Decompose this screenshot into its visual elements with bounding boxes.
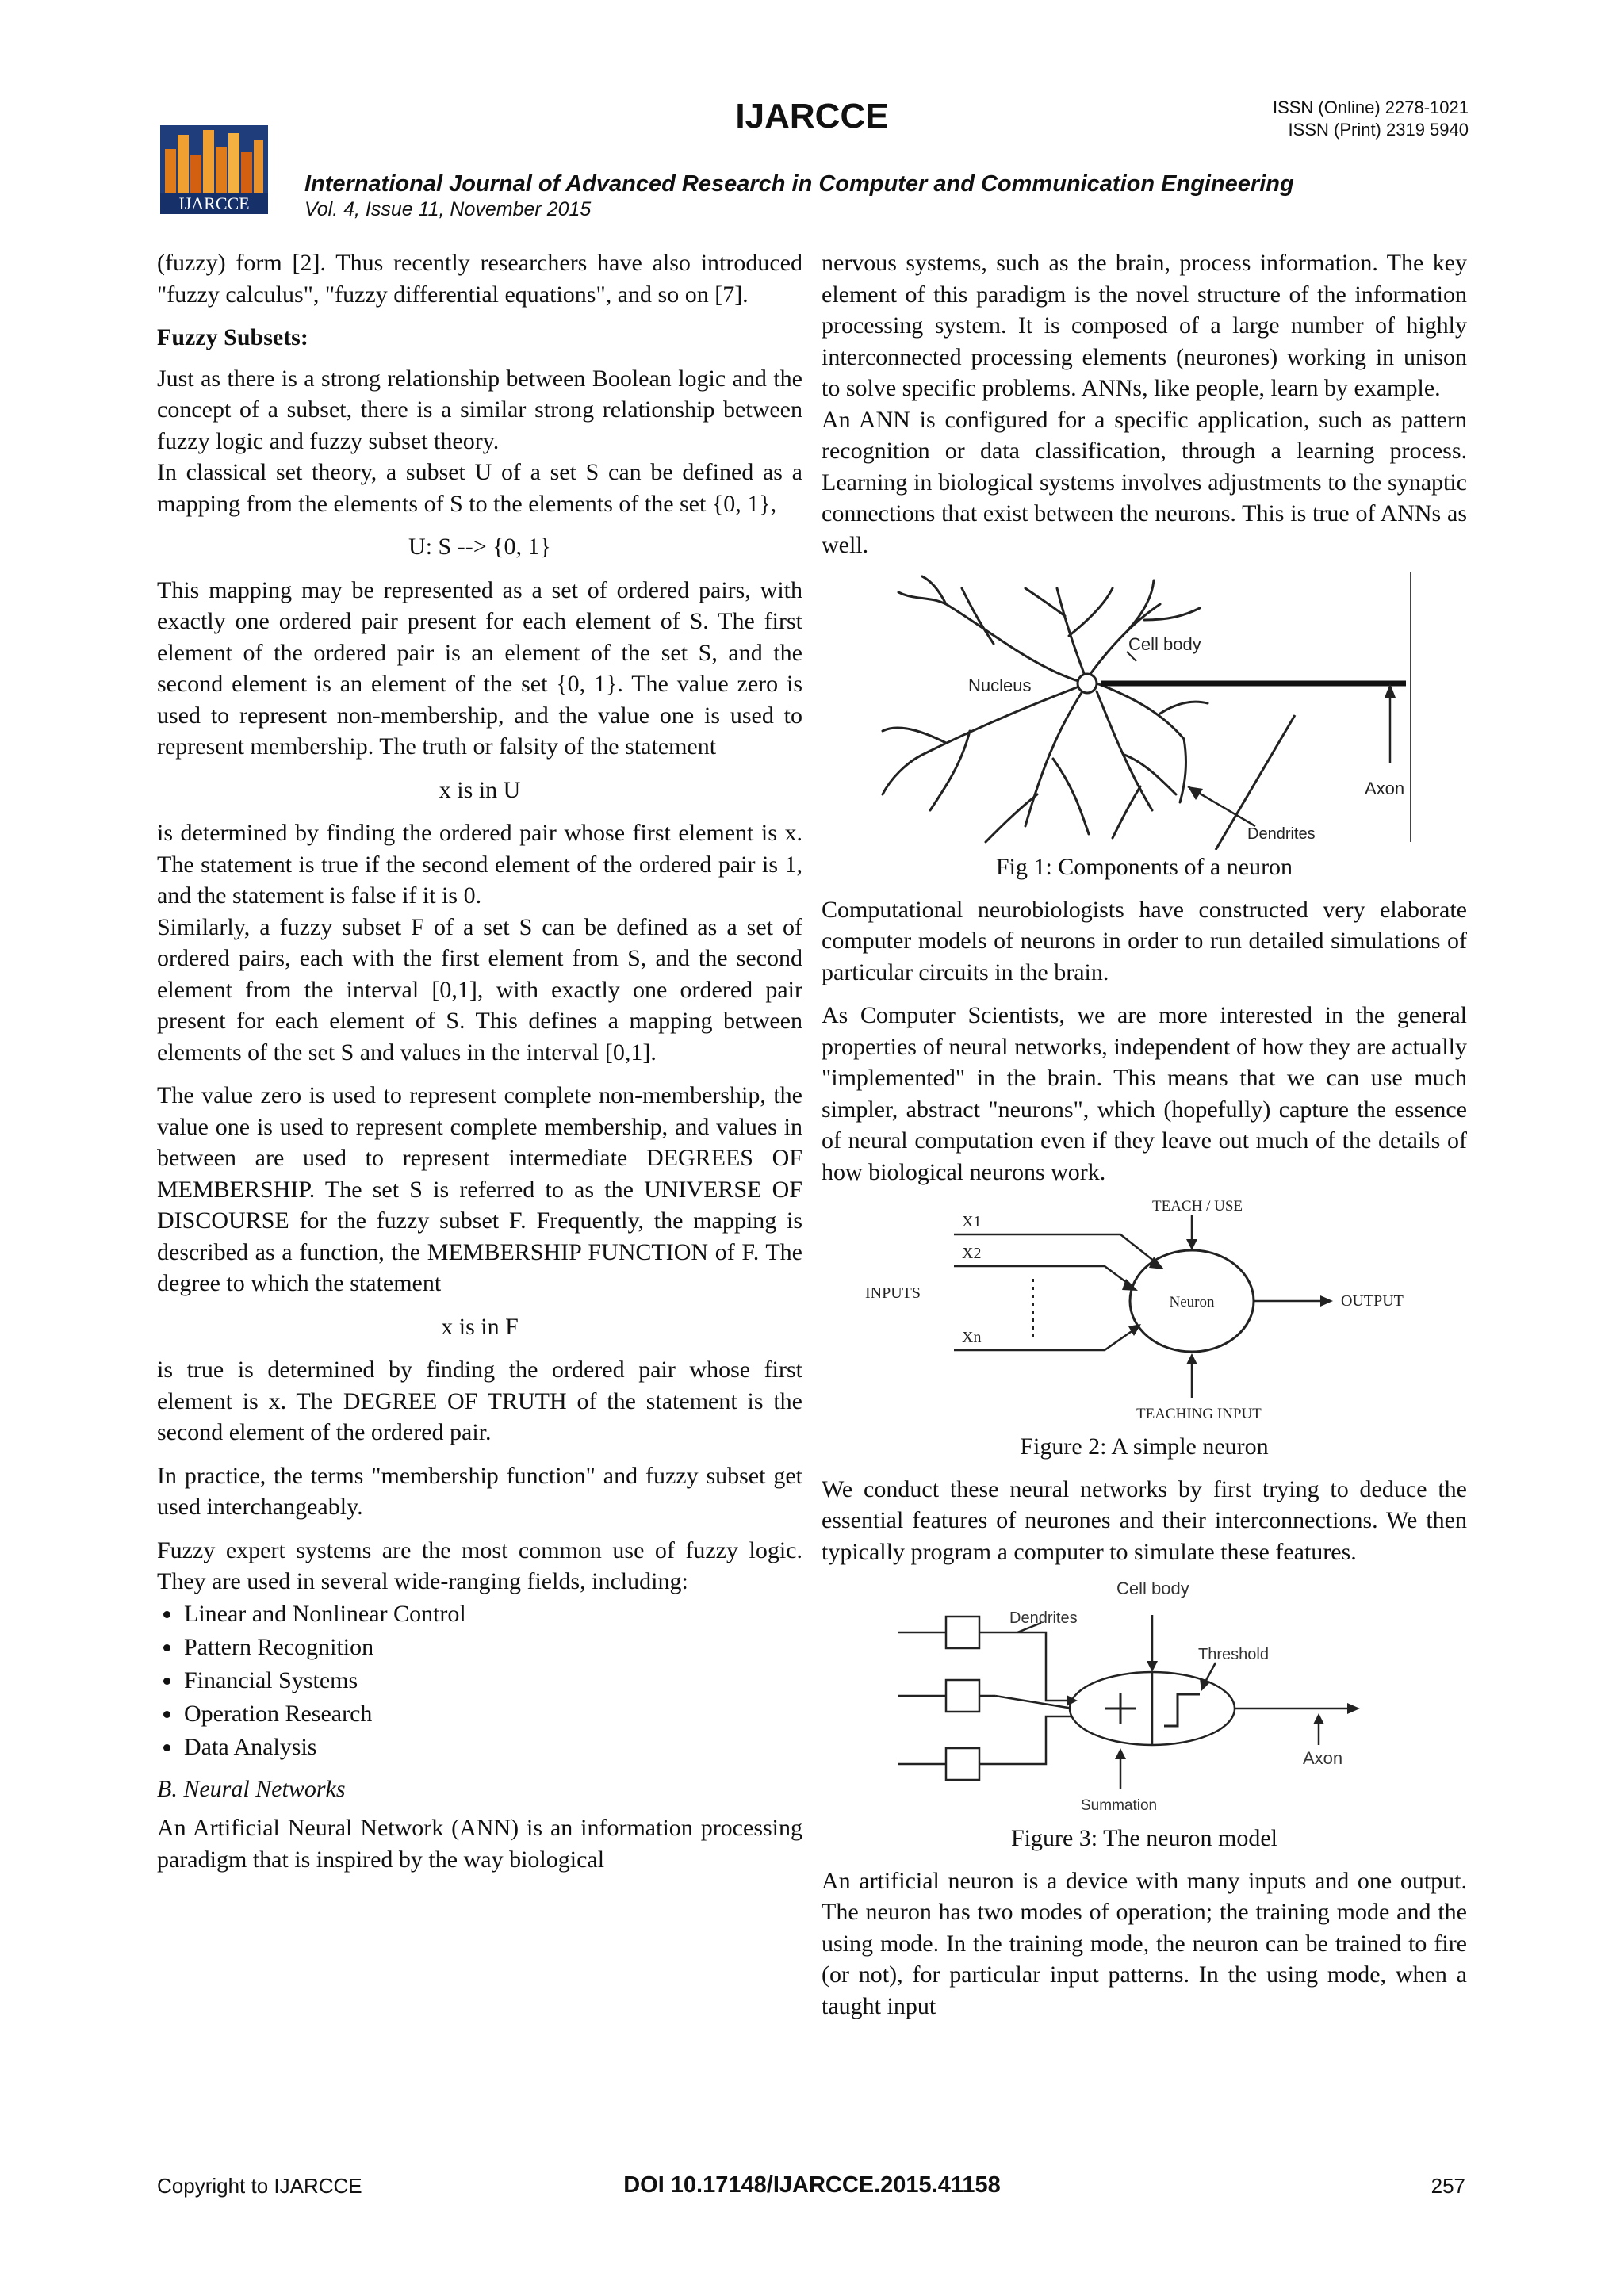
journal-volume: Vol. 4, Issue 11, November 2015 — [304, 198, 592, 220]
list-item: • Operation Research — [182, 1697, 802, 1731]
fig1-label-cell-body: Cell body — [1128, 634, 1201, 654]
paragraph: is true is determined by finding the ordered pair whose first element is x. The DEGREE OF TRUTH of the statement is the second element of the ordered pair. — [157, 1357, 802, 1445]
fig3-label-cell-body: Cell body — [1116, 1578, 1189, 1598]
paragraph: The value zero is used to represent complete non-membership, the value one is used to represent complete membership, and values in between are used to represent intermediate DEGREES OF MEMBERSHIP. The set S is referred to as the UNIVERSE OF DISCOURSE for the fuzzy subset F. Frequently, the mapping is described as a function, the MEMBERSHIP FUNCTION of F. The degree to which the statement — [157, 1082, 802, 1296]
paragraph: In classical set theory, a subset U of a set S can be defined as a mapping from the elements of S to the elements of the set {0, 1}, — [157, 459, 802, 517]
equation: x is in F — [441, 1313, 519, 1340]
issn-online: ISSN (Online) 2278-1021 — [1272, 98, 1469, 117]
fig1-label-axon: Axon — [1365, 779, 1405, 798]
paragraph: As Computer Scientists, we are more interested in the general properties of neural networks, independent of how they are actually "implemented" in the brain. This means that we can use much simpler, abstract "neurons", which (hopefully) capture the essence of neural computation even if they leave out much of the details of how biological neurons work. — [822, 1002, 1467, 1185]
list-item: • Pattern Recognition — [182, 1631, 802, 1664]
ijarcce-logo — [160, 125, 268, 214]
paragraph: (fuzzy) form [2]. Thus recently researchers have also introduced "fuzzy calculus", "fuzzy differential equations", and so on [7]. — [157, 250, 802, 308]
list-item: • Linear and Nonlinear Control — [182, 1598, 802, 1631]
fig1-label-nucleus: Nucleus — [968, 675, 1032, 695]
paragraph: An artificial neuron is a device with many inputs and one output. The neuron has two modes of operation; the training mode and the using mode. In the training mode, the neuron can be trained to fire (or not), for particular input patterns. In the using mode, when a taught input — [822, 1867, 1467, 2019]
paragraph: In practice, the terms "membership function" and fuzzy subset get used interchangeably. — [157, 1462, 802, 1520]
list-item: • Financial Systems — [182, 1664, 802, 1697]
right-column — [822, 247, 1467, 2034]
paragraph: Fuzzy expert systems are the most common use of fuzzy logic. They are used in several wide-ranging fields, including: — [157, 1536, 802, 1594]
figure-2-caption: Figure 2: A simple neuron — [1020, 1433, 1269, 1460]
page-number: 257 — [1431, 2174, 1465, 2198]
left-column — [157, 247, 802, 1887]
journal-full-name: International Journal of Advanced Research in Computer and Communication Engineering — [304, 171, 1294, 197]
section-heading-fuzzy-subsets: Fuzzy Subsets: — [157, 324, 308, 350]
paragraph: An ANN is configured for a specific application, such as pattern recognition or data classification, through a learning process. Learning in biological systems involves adjustments to the synaptic connections that exist between the neurons. This is true of ANNs as well. — [822, 406, 1467, 558]
figure-3-caption: Figure 3: The neuron model — [1010, 1825, 1278, 1851]
paragraph: This mapping may be represented as a set of ordered pairs, with exactly one ordered pair present for each element of S. The first element of the ordered pair is an element of the set S, and the second element is an element of the set {0, 1}. The value zero is used to represent non-membership, and the value one is used to represent membership. The truth or falsity of the statement — [157, 576, 802, 760]
figure-3-neuron-model — [891, 1567, 1398, 1821]
paragraph: Computational neurobiologists have constructed very elaborate computer models of neurons in order to run detailed simulations of particular circuits in the brain. — [822, 896, 1467, 985]
journal-title: IJARCCE — [735, 97, 889, 136]
equation: U: S --> {0, 1} — [408, 534, 551, 560]
equation: x is in U — [439, 776, 521, 803]
figure-1-neuron-components — [875, 572, 1414, 850]
applications-list — [157, 1598, 802, 1764]
fig2-label-neuron: Neuron — [1169, 1294, 1215, 1311]
figure-1-caption: Fig 1: Components of a neuron — [995, 854, 1293, 880]
fig3-label-summation: Summation — [1081, 1797, 1158, 1814]
paragraph: Just as there is a strong relationship between Boolean logic and the concept of a subset, there is a similar strong relationship between fuzzy logic and fuzzy subset theory. — [157, 365, 802, 454]
fig2-label-inputs: INPUTS — [865, 1284, 921, 1302]
paragraph: An Artificial Neural Network (ANN) is an information processing paradigm that is inspired by the way biological — [157, 1815, 802, 1873]
fig3-label-dendrites: Dendrites — [1009, 1609, 1078, 1627]
fig3-label-axon: Axon — [1303, 1748, 1343, 1768]
footer-doi: DOI 10.17148/IJARCCE.2015.41158 — [623, 2172, 1001, 2198]
fig3-label-threshold: Threshold — [1198, 1646, 1269, 1663]
fig1-label-dendrites: Dendrites — [1247, 825, 1316, 843]
fig2-label-x2: X2 — [962, 1245, 982, 1262]
fig2-label-teach-use: TEACH / USE — [1152, 1200, 1243, 1215]
section-heading-neural-networks: B. Neural Networks — [157, 1775, 346, 1802]
logo-text: IJARCCE — [178, 193, 250, 213]
paragraph: nervous systems, such as the brain, process information. The key element of this paradigm is the novel structure of the information processing system. It is composed of a large number of highly interconnected processing elements (neurones) working in unison to solve specific problems. ANNs, like people, learn by example. — [822, 250, 1467, 401]
issn-block — [1273, 97, 1469, 141]
figure-2-simple-neuron — [859, 1200, 1430, 1429]
fig2-label-xn: Xn — [962, 1329, 982, 1346]
fig2-label-output: OUTPUT — [1341, 1292, 1404, 1310]
paragraph: We conduct these neural networks by first trying to deduce the essential features of neurones and their interconnections. We then typically program a computer to simulate these features. — [822, 1475, 1467, 1565]
fig2-label-teaching-input: TEACHING INPUT — [1136, 1406, 1262, 1422]
paragraph: is determined by finding the ordered pair whose first element is x. The statement is true if the second element of the ordered pair is 1, and the statement is false if it is 0. — [157, 820, 802, 909]
issn-print: ISSN (Print) 2319 5940 — [1288, 120, 1469, 140]
footer-copyright: Copyright to IJARCCE — [157, 2174, 362, 2198]
paragraph: Similarly, a fuzzy subset F of a set S can be defined as a set of ordered pairs, each with the first element from S, and the second element from the interval [0,1], with exactly one ordered pair present for each element of S. This defines a mapping between elements of the set S and values in the interval [0,1]. — [157, 913, 802, 1066]
fig2-label-x1: X1 — [962, 1213, 982, 1230]
list-item: • Data Analysis — [182, 1731, 802, 1764]
